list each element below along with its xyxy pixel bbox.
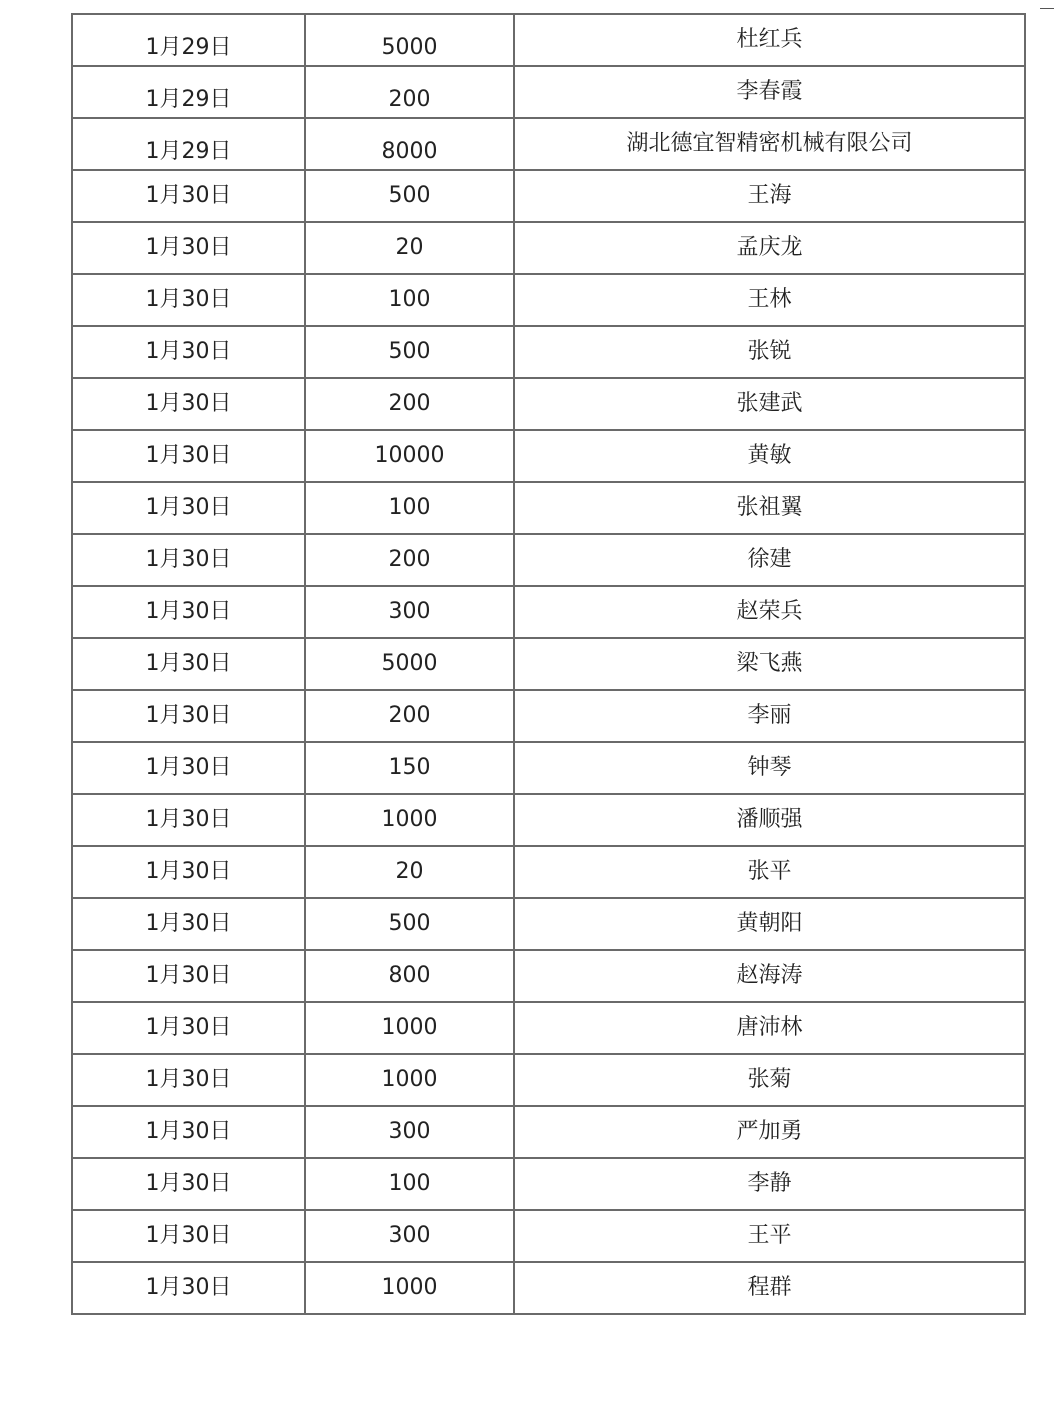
date-cell: 1月30日 [72, 222, 305, 274]
donor-name-cell: 湖北德宜智精密机械有限公司 [514, 118, 1025, 170]
donor-name-cell: 梁飞燕 [514, 638, 1025, 690]
amount-cell: 100 [305, 274, 514, 326]
date-cell: 1月30日 [72, 950, 305, 1002]
date-cell: 1月30日 [72, 898, 305, 950]
donor-name-cell: 王海 [514, 170, 1025, 222]
donor-name-cell: 潘顺强 [514, 794, 1025, 846]
donor-name-cell: 黄敏 [514, 430, 1025, 482]
table-row [72, 1002, 1025, 1054]
date-cell: 1月30日 [72, 638, 305, 690]
corner-mark [1040, 8, 1054, 9]
date-cell: 1月30日 [72, 274, 305, 326]
date-cell: 1月30日 [72, 326, 305, 378]
date-cell: 1月30日 [72, 534, 305, 586]
date-cell: 1月29日 [72, 66, 305, 118]
amount-cell: 20 [305, 846, 514, 898]
date-cell: 1月30日 [72, 1106, 305, 1158]
amount-cell: 10000 [305, 430, 514, 482]
table-row [72, 638, 1025, 690]
donor-name-cell: 张锐 [514, 326, 1025, 378]
amount-cell: 5000 [305, 14, 514, 66]
donor-name-cell: 杜红兵 [514, 14, 1025, 66]
donor-name-cell: 王平 [514, 1210, 1025, 1262]
date-cell: 1月29日 [72, 14, 305, 66]
table-row [72, 66, 1025, 118]
date-cell: 1月30日 [72, 378, 305, 430]
donor-name-cell: 赵海涛 [514, 950, 1025, 1002]
donation-table [71, 13, 1026, 1315]
amount-cell: 200 [305, 690, 514, 742]
date-cell: 1月30日 [72, 430, 305, 482]
amount-cell: 500 [305, 898, 514, 950]
donor-name-cell: 王林 [514, 274, 1025, 326]
table-row [72, 586, 1025, 638]
date-cell: 1月30日 [72, 1158, 305, 1210]
donor-name-cell: 张平 [514, 846, 1025, 898]
amount-cell: 5000 [305, 638, 514, 690]
amount-cell: 1000 [305, 1002, 514, 1054]
table-row [72, 326, 1025, 378]
table-row [72, 690, 1025, 742]
amount-cell: 200 [305, 378, 514, 430]
table-row [72, 534, 1025, 586]
amount-cell: 300 [305, 586, 514, 638]
donor-name-cell: 程群 [514, 1262, 1025, 1314]
amount-cell: 20 [305, 222, 514, 274]
date-cell: 1月30日 [72, 1210, 305, 1262]
table-row [72, 14, 1025, 66]
table-row [72, 1106, 1025, 1158]
amount-cell: 150 [305, 742, 514, 794]
donor-name-cell: 李静 [514, 1158, 1025, 1210]
table-row [72, 430, 1025, 482]
amount-cell: 1000 [305, 1054, 514, 1106]
table-row [72, 846, 1025, 898]
donor-name-cell: 李丽 [514, 690, 1025, 742]
donor-name-cell: 赵荣兵 [514, 586, 1025, 638]
amount-cell: 500 [305, 170, 514, 222]
amount-cell: 8000 [305, 118, 514, 170]
amount-cell: 500 [305, 326, 514, 378]
table-row [72, 222, 1025, 274]
date-cell: 1月30日 [72, 1262, 305, 1314]
donor-name-cell: 张建武 [514, 378, 1025, 430]
table-row [72, 170, 1025, 222]
table-row [72, 118, 1025, 170]
table-row [72, 950, 1025, 1002]
table-row [72, 1054, 1025, 1106]
date-cell: 1月30日 [72, 1054, 305, 1106]
donor-name-cell: 张祖翼 [514, 482, 1025, 534]
table-row [72, 1210, 1025, 1262]
table-row [72, 378, 1025, 430]
table-row [72, 794, 1025, 846]
donor-name-cell: 唐沛林 [514, 1002, 1025, 1054]
date-cell: 1月30日 [72, 586, 305, 638]
amount-cell: 100 [305, 1158, 514, 1210]
table-row [72, 482, 1025, 534]
amount-cell: 200 [305, 66, 514, 118]
donor-name-cell: 孟庆龙 [514, 222, 1025, 274]
date-cell: 1月30日 [72, 482, 305, 534]
table-row [72, 1262, 1025, 1314]
amount-cell: 300 [305, 1106, 514, 1158]
amount-cell: 100 [305, 482, 514, 534]
donor-name-cell: 钟琴 [514, 742, 1025, 794]
date-cell: 1月29日 [72, 118, 305, 170]
amount-cell: 200 [305, 534, 514, 586]
table-row [72, 1158, 1025, 1210]
table-row [72, 274, 1025, 326]
donation-table-body [72, 14, 1025, 1314]
date-cell: 1月30日 [72, 1002, 305, 1054]
amount-cell: 1000 [305, 1262, 514, 1314]
table-row [72, 742, 1025, 794]
donor-name-cell: 徐建 [514, 534, 1025, 586]
date-cell: 1月30日 [72, 170, 305, 222]
table-row [72, 898, 1025, 950]
donor-name-cell: 严加勇 [514, 1106, 1025, 1158]
donor-name-cell: 黄朝阳 [514, 898, 1025, 950]
amount-cell: 1000 [305, 794, 514, 846]
date-cell: 1月30日 [72, 690, 305, 742]
date-cell: 1月30日 [72, 794, 305, 846]
donor-name-cell: 李春霞 [514, 66, 1025, 118]
date-cell: 1月30日 [72, 742, 305, 794]
amount-cell: 800 [305, 950, 514, 1002]
amount-cell: 300 [305, 1210, 514, 1262]
date-cell: 1月30日 [72, 846, 305, 898]
donor-name-cell: 张菊 [514, 1054, 1025, 1106]
